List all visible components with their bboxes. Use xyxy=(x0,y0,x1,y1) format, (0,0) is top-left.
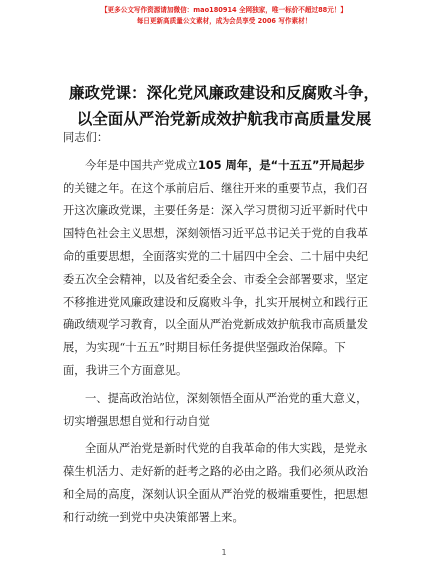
paragraph-1-highlight: 105 周年，是“十五五”开局起步 xyxy=(197,158,365,172)
paragraph-1-line: 面，我讲三个方面意见。 xyxy=(63,363,188,377)
paragraph-1-line: 命的重要思想，全面落实党的二十届四中全会、二十届中央纪 xyxy=(63,249,369,263)
salutation: 同志们： xyxy=(63,131,109,144)
paragraph-1-line: 展，为实现“十五五”时期目标任务提供坚强政治保障。下 xyxy=(63,341,346,355)
banner-line-1: 【更多公文写作资源请加微信：mao180914 全网独家，唯一标价不超过88元！】 xyxy=(100,6,348,14)
paragraph-1-line: 国特色社会主义思想，深刻领悟习近平总书记关于党的自我革 xyxy=(63,227,369,241)
title-line-2: 以全面从严治党新成效护航我市高质量发展 xyxy=(76,110,372,128)
banner-line-2: 每日更新高质量公文素材，成为会员享受 2006 写作素材！ xyxy=(136,17,312,25)
paragraph-1-line: 的关键之年。在这个承前启后、继往开来的重要节点，我们召 xyxy=(63,181,369,195)
paragraph-2-line: 和全局的高度，深刻认识全面从严治党的极端重要性，把思想 xyxy=(63,487,369,501)
paragraph-1-line: 不移推进党风廉政建设和反腐败斗争，扎实开展树立和践行正 xyxy=(63,295,369,309)
paragraph-2-line: 和行动统一到党中央决策部署上来。 xyxy=(63,510,244,524)
paragraph-1-line: 委五次全会精神，以及省纪委全会、市委全会部署要求，坚定 xyxy=(63,272,369,286)
paragraph-1-line-1 xyxy=(63,155,393,178)
page-number: 1 xyxy=(221,548,227,557)
section-1-heading-line-2: 切实增强思想自觉和行动自觉 xyxy=(63,414,210,428)
document-body xyxy=(63,127,393,530)
paragraph-2-line: 全面从严治党是新时代党的自我革命的伟大实践，是党永 xyxy=(85,442,368,456)
paragraph-1-line: 开这次廉政党课，主要任务是：深入学习贯彻习近平新时代中 xyxy=(63,204,369,218)
document-title xyxy=(0,80,448,132)
section-1-heading-line-1: 一、提高政治站位，深刻领悟全面从严治党的重大意义， xyxy=(85,391,368,405)
title-line-1: 廉政党课：深化党风廉政建设和反腐败斗争， xyxy=(68,84,379,102)
header-banner xyxy=(0,5,448,27)
paragraph-1-lead: 今年是中国共产党成立 xyxy=(85,158,198,172)
paragraph-2-line: 葆生机活力、走好新的赶考之路的必由之路。我们必须从政治 xyxy=(63,465,369,479)
paragraph-1-line: 确政绩观学习教育，以全面从严治党新成效护航我市高质量发 xyxy=(63,318,369,332)
